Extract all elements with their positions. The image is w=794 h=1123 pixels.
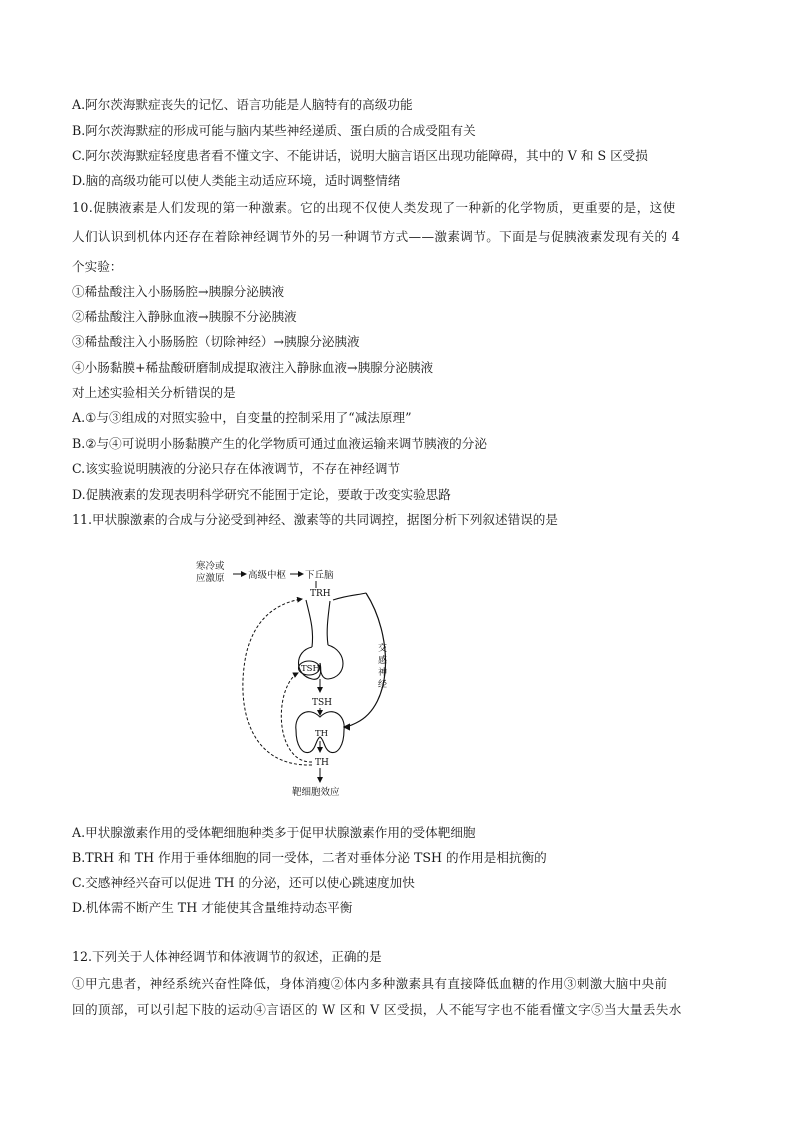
diagram-hypothalamus: 下丘脑 xyxy=(305,570,334,581)
diagram-sympathetic-char-2: 感 xyxy=(378,656,388,666)
q10-experiment-4: ④小肠黏膜+稀盐酸研磨制成提取液注入静脉血液→胰腺分泌胰液 xyxy=(72,360,434,375)
diagram-label-th: TH xyxy=(315,758,329,768)
q10-experiment-2: ②稀盐酸注入静脉血液→胰腺不分泌胰液 xyxy=(72,309,297,324)
q9-option-c: C.阿尔茨海默症轻度患者看不懂文字、不能讲话，说明大脑言语区出现功能障碍，其中的 V 和 S 区受损 xyxy=(72,148,648,163)
q10-option-c: C.该实验说明胰液的分泌只存在体液调节，不存在神经调节 xyxy=(72,461,401,476)
q10-experiment-1: ①稀盐酸注入小肠肠腔→胰腺分泌胰液 xyxy=(72,284,285,299)
diagram-higher-center: 高级中枢 xyxy=(248,570,287,581)
q10-option-a: A.①与③组成的对照实验中，自变量的控制采用了“减法原理” xyxy=(72,410,412,425)
q10-question: 对上述实验相关分析错误的是 xyxy=(72,385,236,400)
diagram-pituitary-posterior xyxy=(320,645,343,679)
diagram-sympathetic-char-4: 经 xyxy=(378,680,388,690)
diagram-label-tsh: TSH xyxy=(312,698,333,708)
q11-stem: 11.甲状腺激素的合成与分泌受到神经、激素等的共同调控，据图分析下列叙述错误的是 xyxy=(72,512,558,527)
diagram-feedback-to-pituitary xyxy=(281,673,312,762)
diagram-target-effect: 靶细胞效应 xyxy=(292,787,340,798)
diagram-stalk-branch xyxy=(333,593,366,600)
q10-experiment-3: ③稀盐酸注入小肠肠腔（切除神经）→胰腺分泌胰液 xyxy=(72,334,360,349)
q11-option-a: A.甲状腺激素作用的受体靶细胞种类多于促甲状腺激素作用的受体靶细胞 xyxy=(72,825,476,840)
q10-stem-line-3: 个实验： xyxy=(72,259,123,274)
diagram-stalk-left xyxy=(306,600,313,647)
q11-option-c: C.交感神经兴奋可以促进 TH 的分泌，还可以使心跳速度加快 xyxy=(72,875,415,890)
diagram-stimulus-line-2: 应激原 xyxy=(196,573,225,584)
q9-option-a: A.阿尔茨海默症丧失的记忆、语言功能是人脑特有的高级功能 xyxy=(72,97,413,112)
q11-option-d: D.机体需不断产生 TH 才能使其含量维持动态平衡 xyxy=(72,900,353,915)
q12-stem: 12.下列关于人体神经调节和体液调节的叙述，正确的是 xyxy=(72,949,382,964)
q10-option-b: B.②与④可说明小肠黏膜产生的化学物质可通过血液运输来调节胰液的分泌 xyxy=(72,436,487,451)
q10-stem-line-2: 人们认识到机体内还存在着除神经调节外的另一种调节方式——激素调节。下面是与促胰液素发现有关的 4 xyxy=(72,229,681,244)
diagram-stimulus-line-1: 寒冷或 xyxy=(196,561,225,572)
diagram-label-th-gland: TH xyxy=(315,729,329,739)
q10-option-d: D.促胰液素的发现表明科学研究不能囿于定论，要敢于改变实验思路 xyxy=(72,487,451,502)
q12-statement-line-2: 回的顶部，可以引起下肢的运动④言语区的 W 区和 V 区受损，人不能写字也不能看懂文字⑤当大量丢失水 xyxy=(72,1002,682,1017)
diagram-label-trh: TRH xyxy=(310,589,331,599)
q9-option-b: B.阿尔茨海默症的形成可能与脑内某些神经递质、蛋白质的合成受阻有关 xyxy=(72,123,476,138)
thyroid-regulation-diagram xyxy=(188,555,388,800)
diagram-stalk-right xyxy=(327,601,330,645)
q11-option-b: B.TRH 和 TH 作用于垂体细胞的同一受体，二者对垂体分泌 TSH 的作用是相抗衡的 xyxy=(72,850,547,865)
diagram-feedback-to-hypothalamus xyxy=(243,599,312,765)
diagram-label-tsh-gland: TSH xyxy=(301,664,320,674)
diagram-sympathetic-char-1: 交 xyxy=(378,644,388,654)
q9-option-d: D.脑的高级功能可以使人类能主动适应环境，适时调整情绪 xyxy=(72,173,401,188)
q12-statement-line-1: ①甲亢患者，神经系统兴奋性降低，身体消瘦②体内多种激素具有直接降低血糖的作用③刺激大脑中央前 xyxy=(72,976,668,991)
diagram-sympathetic-char-3: 神 xyxy=(378,668,388,678)
q10-stem-line-1: 10.促胰液素是人们发现的第一种激素。它的出现不仅使人类发现了一种新的化学物质，更重要的是，这使 xyxy=(72,200,676,215)
